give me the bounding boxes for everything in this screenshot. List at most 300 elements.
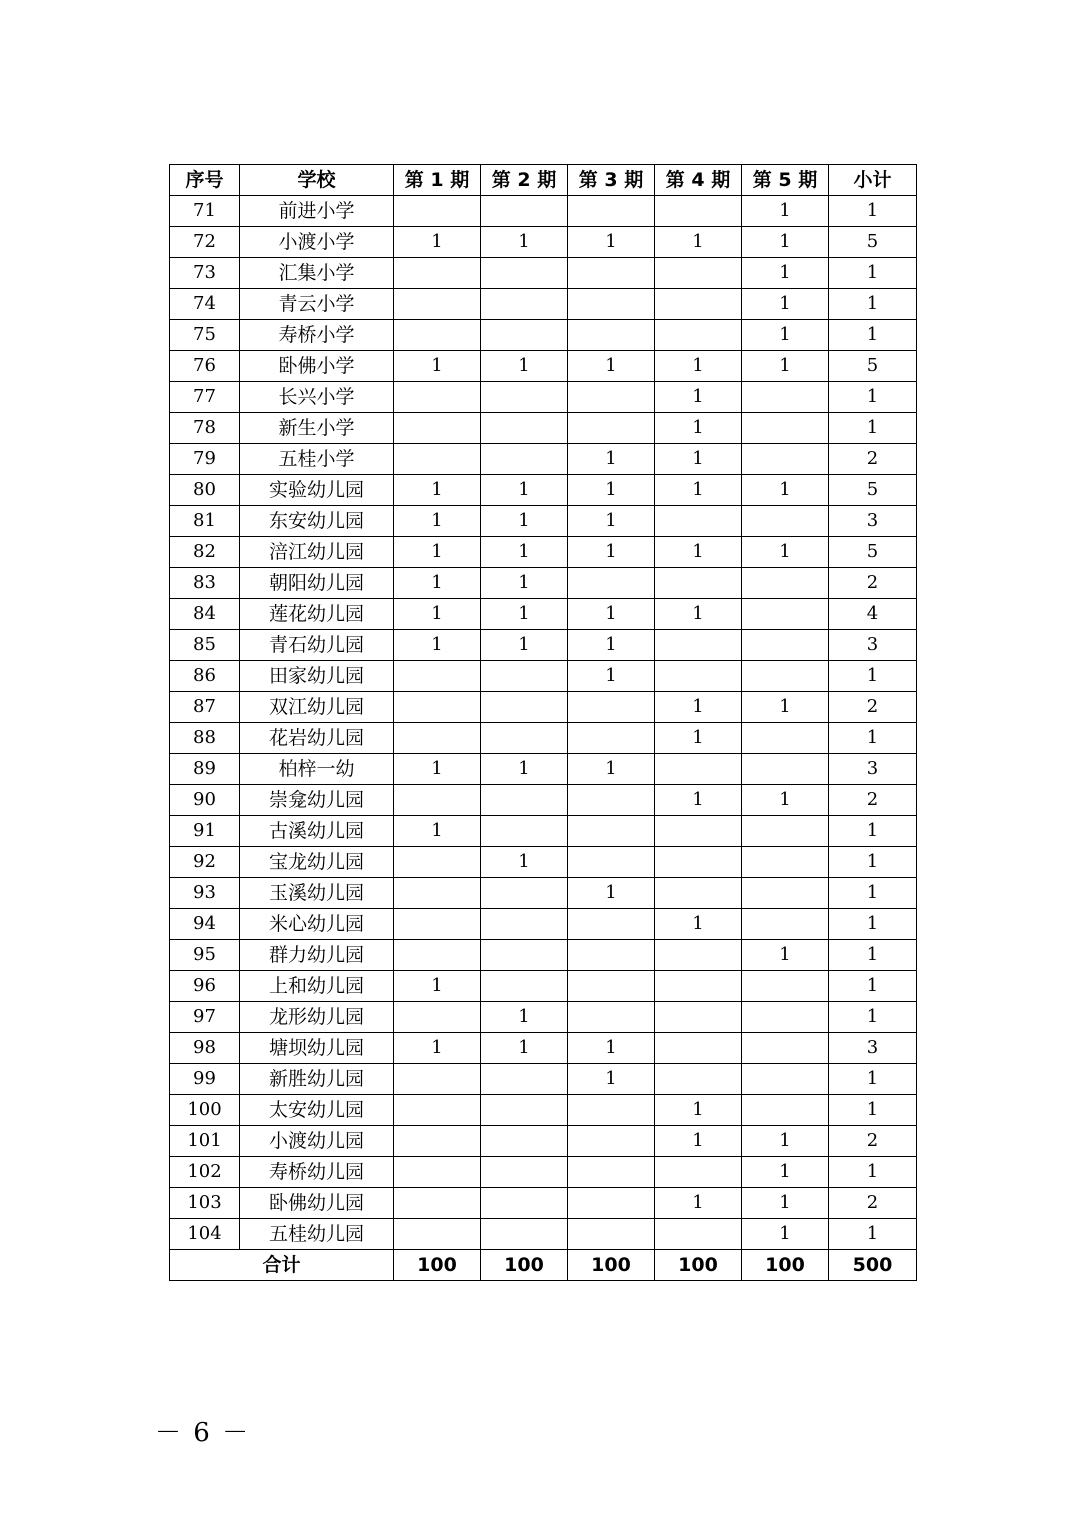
cell-period-5 <box>742 506 829 537</box>
cell-subtotal: 1 <box>829 289 917 320</box>
cell-period-4: 1 <box>655 444 742 475</box>
table-row <box>170 289 917 320</box>
cell-period-5 <box>742 847 829 878</box>
cell-school: 汇集小学 <box>240 258 394 289</box>
cell-period-2 <box>481 196 568 227</box>
header-period-5: 第 5 期 <box>742 165 829 196</box>
cell-period-4: 1 <box>655 785 742 816</box>
cell-period-1 <box>394 1188 481 1219</box>
cell-school: 寿桥小学 <box>240 320 394 351</box>
cell-period-5: 1 <box>742 1188 829 1219</box>
cell-period-2 <box>481 444 568 475</box>
cell-period-4: 1 <box>655 475 742 506</box>
cell-period-1 <box>394 1157 481 1188</box>
cell-period-5: 1 <box>742 289 829 320</box>
cell-index: 100 <box>170 1095 240 1126</box>
cell-subtotal: 5 <box>829 227 917 258</box>
cell-period-5: 1 <box>742 1126 829 1157</box>
cell-period-4 <box>655 289 742 320</box>
cell-period-1 <box>394 289 481 320</box>
cell-period-2: 1 <box>481 537 568 568</box>
cell-period-2: 1 <box>481 475 568 506</box>
cell-period-5: 1 <box>742 1157 829 1188</box>
cell-index: 74 <box>170 289 240 320</box>
cell-index: 80 <box>170 475 240 506</box>
cell-period-5 <box>742 1033 829 1064</box>
cell-school: 卧佛幼儿园 <box>240 1188 394 1219</box>
cell-subtotal: 1 <box>829 382 917 413</box>
cell-period-4 <box>655 1002 742 1033</box>
cell-period-1 <box>394 661 481 692</box>
cell-subtotal: 2 <box>829 785 917 816</box>
cell-index: 81 <box>170 506 240 537</box>
cell-period-3 <box>568 1095 655 1126</box>
cell-period-1 <box>394 847 481 878</box>
table-row <box>170 816 917 847</box>
cell-period-5 <box>742 1095 829 1126</box>
school-allocation-table <box>169 164 917 1281</box>
cell-school: 前进小学 <box>240 196 394 227</box>
cell-subtotal: 1 <box>829 1002 917 1033</box>
table-row <box>170 723 917 754</box>
table-row <box>170 1188 917 1219</box>
cell-subtotal: 1 <box>829 1157 917 1188</box>
cell-period-3 <box>568 1002 655 1033</box>
cell-period-4: 1 <box>655 413 742 444</box>
table-row <box>170 351 917 382</box>
cell-period-3 <box>568 847 655 878</box>
cell-period-5 <box>742 1002 829 1033</box>
cell-school: 小渡小学 <box>240 227 394 258</box>
cell-period-5 <box>742 971 829 1002</box>
table-row <box>170 1126 917 1157</box>
cell-period-5: 1 <box>742 692 829 723</box>
cell-period-2: 1 <box>481 754 568 785</box>
table-row <box>170 227 917 258</box>
cell-period-5 <box>742 878 829 909</box>
cell-subtotal: 2 <box>829 1126 917 1157</box>
header-subtotal: 小计 <box>829 165 917 196</box>
cell-period-2: 1 <box>481 1002 568 1033</box>
cell-period-5 <box>742 909 829 940</box>
cell-index: 95 <box>170 940 240 971</box>
cell-period-2 <box>481 878 568 909</box>
cell-period-3 <box>568 258 655 289</box>
cell-school: 涪江幼儿园 <box>240 537 394 568</box>
cell-subtotal: 1 <box>829 723 917 754</box>
cell-subtotal: 2 <box>829 568 917 599</box>
cell-period-5: 1 <box>742 1219 829 1250</box>
cell-index: 77 <box>170 382 240 413</box>
cell-period-1 <box>394 785 481 816</box>
cell-period-5 <box>742 599 829 630</box>
cell-index: 71 <box>170 196 240 227</box>
cell-school: 塘坝幼儿园 <box>240 1033 394 1064</box>
cell-period-1 <box>394 692 481 723</box>
cell-period-3: 1 <box>568 661 655 692</box>
cell-period-5 <box>742 413 829 444</box>
table-row <box>170 661 917 692</box>
cell-index: 85 <box>170 630 240 661</box>
cell-period-5: 1 <box>742 785 829 816</box>
cell-subtotal: 1 <box>829 413 917 444</box>
cell-school: 上和幼儿园 <box>240 971 394 1002</box>
cell-period-4 <box>655 630 742 661</box>
cell-school: 青云小学 <box>240 289 394 320</box>
cell-period-4 <box>655 196 742 227</box>
cell-index: 98 <box>170 1033 240 1064</box>
cell-period-2 <box>481 320 568 351</box>
cell-school: 莲花幼儿园 <box>240 599 394 630</box>
cell-period-5: 1 <box>742 227 829 258</box>
cell-period-3 <box>568 196 655 227</box>
cell-period-2: 1 <box>481 351 568 382</box>
cell-period-2 <box>481 940 568 971</box>
cell-school: 卧佛小学 <box>240 351 394 382</box>
cell-period-2 <box>481 382 568 413</box>
cell-period-3 <box>568 1188 655 1219</box>
table-row <box>170 1219 917 1250</box>
cell-index: 73 <box>170 258 240 289</box>
cell-period-4 <box>655 1033 742 1064</box>
table-row <box>170 1064 917 1095</box>
header-period-1: 第 1 期 <box>394 165 481 196</box>
cell-period-3 <box>568 940 655 971</box>
cell-subtotal: 5 <box>829 475 917 506</box>
cell-subtotal: 1 <box>829 1219 917 1250</box>
cell-subtotal: 1 <box>829 661 917 692</box>
table-row <box>170 320 917 351</box>
cell-subtotal: 1 <box>829 1095 917 1126</box>
cell-period-2: 1 <box>481 568 568 599</box>
table-row <box>170 475 917 506</box>
cell-index: 93 <box>170 878 240 909</box>
cell-school: 小渡幼儿园 <box>240 1126 394 1157</box>
cell-period-3: 1 <box>568 630 655 661</box>
cell-period-2 <box>481 723 568 754</box>
cell-period-4 <box>655 816 742 847</box>
cell-period-2 <box>481 1219 568 1250</box>
cell-period-3 <box>568 723 655 754</box>
header-school: 学校 <box>240 165 394 196</box>
cell-period-2 <box>481 1126 568 1157</box>
cell-period-4 <box>655 1064 742 1095</box>
cell-period-2 <box>481 1157 568 1188</box>
cell-period-1: 1 <box>394 227 481 258</box>
cell-subtotal: 1 <box>829 196 917 227</box>
cell-period-3 <box>568 568 655 599</box>
cell-period-5: 1 <box>742 475 829 506</box>
cell-period-3 <box>568 785 655 816</box>
table-row <box>170 444 917 475</box>
cell-period-1 <box>394 1095 481 1126</box>
table-row <box>170 382 917 413</box>
table-row <box>170 568 917 599</box>
cell-period-2 <box>481 816 568 847</box>
cell-period-1: 1 <box>394 568 481 599</box>
cell-subtotal: 3 <box>829 630 917 661</box>
cell-period-1 <box>394 196 481 227</box>
cell-period-3: 1 <box>568 754 655 785</box>
cell-period-5: 1 <box>742 351 829 382</box>
cell-period-2: 1 <box>481 847 568 878</box>
table-row <box>170 754 917 785</box>
cell-period-3 <box>568 909 655 940</box>
cell-period-5: 1 <box>742 537 829 568</box>
page-number: － 6 － <box>155 1418 251 1448</box>
total-period-4: 100 <box>655 1250 742 1281</box>
table-row <box>170 847 917 878</box>
cell-period-5: 1 <box>742 940 829 971</box>
table-row <box>170 506 917 537</box>
cell-period-4 <box>655 661 742 692</box>
cell-index: 72 <box>170 227 240 258</box>
table-row <box>170 878 917 909</box>
cell-period-5 <box>742 630 829 661</box>
cell-index: 92 <box>170 847 240 878</box>
header-index: 序号 <box>170 165 240 196</box>
cell-index: 82 <box>170 537 240 568</box>
cell-period-1 <box>394 1126 481 1157</box>
cell-period-4 <box>655 940 742 971</box>
cell-school: 田家幼儿园 <box>240 661 394 692</box>
cell-period-4: 1 <box>655 1188 742 1219</box>
cell-period-2 <box>481 1095 568 1126</box>
cell-period-2 <box>481 692 568 723</box>
cell-period-3 <box>568 320 655 351</box>
cell-period-1 <box>394 909 481 940</box>
cell-index: 88 <box>170 723 240 754</box>
cell-subtotal: 1 <box>829 847 917 878</box>
header-period-4: 第 4 期 <box>655 165 742 196</box>
cell-subtotal: 1 <box>829 909 917 940</box>
total-row <box>170 1250 917 1281</box>
table-body <box>170 196 917 1250</box>
cell-period-5: 1 <box>742 320 829 351</box>
cell-period-5 <box>742 382 829 413</box>
cell-period-3 <box>568 692 655 723</box>
cell-period-2: 1 <box>481 1033 568 1064</box>
cell-period-1: 1 <box>394 971 481 1002</box>
cell-school: 米心幼儿园 <box>240 909 394 940</box>
cell-period-1: 1 <box>394 630 481 661</box>
cell-period-2 <box>481 661 568 692</box>
table-row <box>170 785 917 816</box>
cell-period-1: 1 <box>394 816 481 847</box>
cell-index: 79 <box>170 444 240 475</box>
cell-school: 长兴小学 <box>240 382 394 413</box>
total-period-3: 100 <box>568 1250 655 1281</box>
cell-subtotal: 1 <box>829 258 917 289</box>
cell-period-3: 1 <box>568 1064 655 1095</box>
cell-period-4: 1 <box>655 723 742 754</box>
cell-period-3 <box>568 1126 655 1157</box>
cell-period-5 <box>742 723 829 754</box>
cell-period-5: 1 <box>742 196 829 227</box>
cell-subtotal: 3 <box>829 754 917 785</box>
cell-period-3: 1 <box>568 351 655 382</box>
cell-subtotal: 1 <box>829 940 917 971</box>
cell-subtotal: 1 <box>829 320 917 351</box>
table-row <box>170 258 917 289</box>
cell-period-1: 1 <box>394 599 481 630</box>
cell-period-3: 1 <box>568 227 655 258</box>
cell-period-2 <box>481 413 568 444</box>
cell-period-1: 1 <box>394 1033 481 1064</box>
cell-period-4 <box>655 847 742 878</box>
cell-index: 87 <box>170 692 240 723</box>
cell-period-3 <box>568 382 655 413</box>
cell-period-4: 1 <box>655 599 742 630</box>
cell-school: 五桂幼儿园 <box>240 1219 394 1250</box>
cell-subtotal: 1 <box>829 971 917 1002</box>
cell-period-2 <box>481 1064 568 1095</box>
cell-period-2: 1 <box>481 227 568 258</box>
cell-period-2: 1 <box>481 506 568 537</box>
cell-period-4: 1 <box>655 909 742 940</box>
total-label: 合计 <box>170 1250 394 1281</box>
cell-school: 双江幼儿园 <box>240 692 394 723</box>
cell-period-5 <box>742 754 829 785</box>
cell-period-3 <box>568 816 655 847</box>
cell-period-5: 1 <box>742 258 829 289</box>
cell-period-2 <box>481 289 568 320</box>
cell-period-1 <box>394 940 481 971</box>
cell-index: 90 <box>170 785 240 816</box>
cell-period-3: 1 <box>568 444 655 475</box>
cell-school: 龙形幼儿园 <box>240 1002 394 1033</box>
table-row <box>170 196 917 227</box>
cell-period-1 <box>394 444 481 475</box>
cell-school: 宝龙幼儿园 <box>240 847 394 878</box>
school-allocation-table-container <box>169 164 916 1281</box>
cell-period-1 <box>394 1064 481 1095</box>
cell-period-4 <box>655 568 742 599</box>
cell-period-2 <box>481 258 568 289</box>
cell-school: 柏梓一幼 <box>240 754 394 785</box>
cell-index: 78 <box>170 413 240 444</box>
cell-index: 97 <box>170 1002 240 1033</box>
table-row <box>170 630 917 661</box>
cell-school: 崇龛幼儿园 <box>240 785 394 816</box>
cell-period-3 <box>568 1157 655 1188</box>
cell-subtotal: 3 <box>829 506 917 537</box>
cell-period-5 <box>742 1064 829 1095</box>
cell-period-2: 1 <box>481 630 568 661</box>
cell-school: 新生小学 <box>240 413 394 444</box>
cell-school: 寿桥幼儿园 <box>240 1157 394 1188</box>
cell-period-1 <box>394 382 481 413</box>
cell-period-4: 1 <box>655 227 742 258</box>
cell-index: 76 <box>170 351 240 382</box>
cell-index: 102 <box>170 1157 240 1188</box>
cell-index: 86 <box>170 661 240 692</box>
cell-subtotal: 5 <box>829 537 917 568</box>
cell-period-1 <box>394 1219 481 1250</box>
cell-subtotal: 3 <box>829 1033 917 1064</box>
cell-period-3: 1 <box>568 537 655 568</box>
cell-period-2 <box>481 1188 568 1219</box>
table-row <box>170 1033 917 1064</box>
cell-period-2 <box>481 785 568 816</box>
total-period-1: 100 <box>394 1250 481 1281</box>
total-period-2: 100 <box>481 1250 568 1281</box>
cell-period-1: 1 <box>394 351 481 382</box>
table-row <box>170 537 917 568</box>
cell-period-3 <box>568 1219 655 1250</box>
header-period-2: 第 2 期 <box>481 165 568 196</box>
cell-period-1 <box>394 723 481 754</box>
cell-period-4: 1 <box>655 537 742 568</box>
cell-subtotal: 1 <box>829 878 917 909</box>
cell-period-1 <box>394 258 481 289</box>
cell-period-5 <box>742 661 829 692</box>
cell-index: 94 <box>170 909 240 940</box>
cell-period-3: 1 <box>568 878 655 909</box>
cell-subtotal: 5 <box>829 351 917 382</box>
cell-period-4: 1 <box>655 382 742 413</box>
cell-period-4 <box>655 1157 742 1188</box>
cell-period-4: 1 <box>655 1126 742 1157</box>
cell-period-1 <box>394 413 481 444</box>
cell-school: 东安幼儿园 <box>240 506 394 537</box>
cell-index: 96 <box>170 971 240 1002</box>
cell-index: 99 <box>170 1064 240 1095</box>
cell-school: 古溪幼儿园 <box>240 816 394 847</box>
table-row <box>170 971 917 1002</box>
cell-period-4: 1 <box>655 692 742 723</box>
cell-period-1 <box>394 320 481 351</box>
cell-period-5 <box>742 568 829 599</box>
total-period-5: 100 <box>742 1250 829 1281</box>
cell-school: 朝阳幼儿园 <box>240 568 394 599</box>
cell-period-3 <box>568 413 655 444</box>
cell-period-4 <box>655 878 742 909</box>
cell-period-3: 1 <box>568 1033 655 1064</box>
cell-period-1: 1 <box>394 537 481 568</box>
cell-subtotal: 1 <box>829 816 917 847</box>
cell-school: 花岩幼儿园 <box>240 723 394 754</box>
cell-subtotal: 2 <box>829 1188 917 1219</box>
cell-school: 新胜幼儿园 <box>240 1064 394 1095</box>
cell-period-3 <box>568 289 655 320</box>
cell-school: 青石幼儿园 <box>240 630 394 661</box>
cell-index: 83 <box>170 568 240 599</box>
cell-period-4 <box>655 320 742 351</box>
table-row <box>170 692 917 723</box>
cell-period-1: 1 <box>394 475 481 506</box>
cell-period-4 <box>655 1219 742 1250</box>
cell-index: 84 <box>170 599 240 630</box>
cell-school: 实验幼儿园 <box>240 475 394 506</box>
cell-period-4: 1 <box>655 1095 742 1126</box>
cell-period-4: 1 <box>655 351 742 382</box>
table-row <box>170 599 917 630</box>
cell-school: 太安幼儿园 <box>240 1095 394 1126</box>
cell-index: 91 <box>170 816 240 847</box>
cell-period-2 <box>481 909 568 940</box>
cell-subtotal: 2 <box>829 692 917 723</box>
cell-school: 玉溪幼儿园 <box>240 878 394 909</box>
cell-period-3: 1 <box>568 506 655 537</box>
table-row <box>170 940 917 971</box>
cell-period-2: 1 <box>481 599 568 630</box>
cell-period-4 <box>655 258 742 289</box>
cell-subtotal: 4 <box>829 599 917 630</box>
cell-period-5 <box>742 816 829 847</box>
cell-period-1: 1 <box>394 754 481 785</box>
cell-subtotal: 1 <box>829 1064 917 1095</box>
